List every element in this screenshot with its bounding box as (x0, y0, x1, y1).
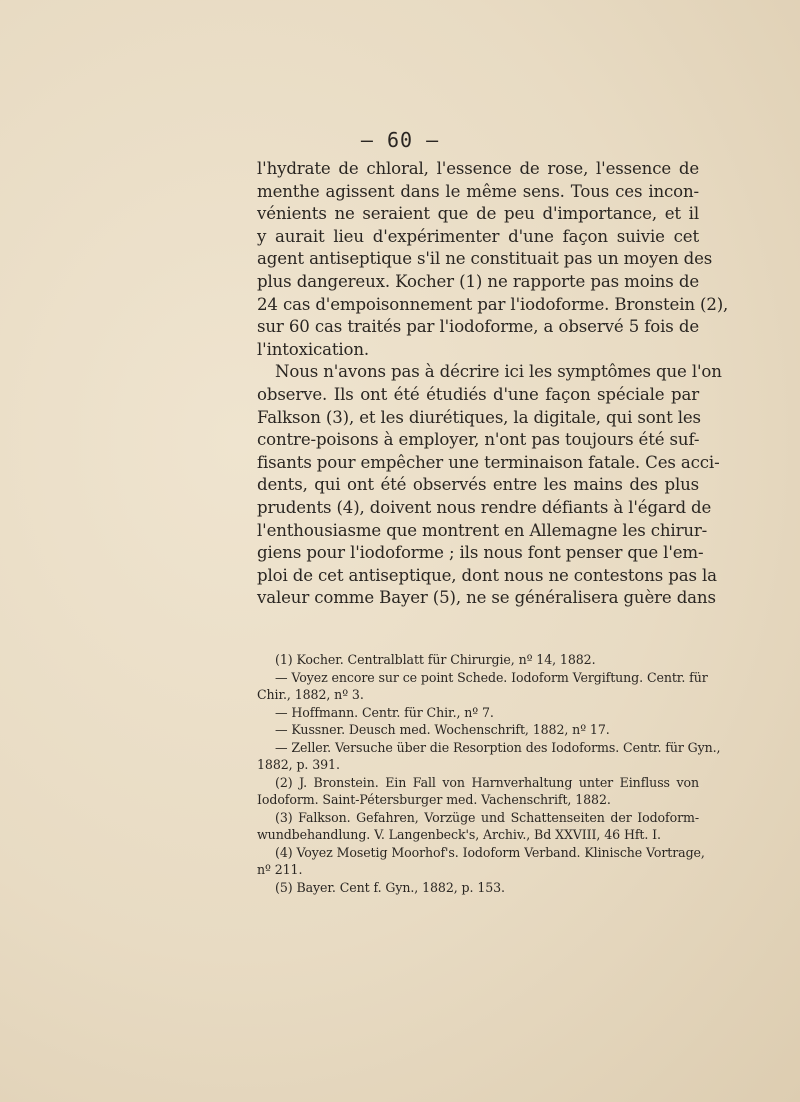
footnote-line: — Voyez encore sur ce point Schede. Iodoform Vergiftung. Centr. für (275, 669, 708, 685)
footnote-line: — Hoffmann. Centr. für Chir., nº 7. (275, 704, 494, 720)
footnote-line: — Kussner. Deusch med. Wochenschrift, 1882, nº 17. (275, 722, 610, 737)
text-line: 24 cas d'empoisonnement par l'iodoforme. Bronstein (2), (257, 294, 729, 314)
footnote-line: — Zeller. Versuche über die Resorption des Iodoforms. Centr. für Gyn., (275, 739, 721, 755)
footnote-line: nº 211. (257, 862, 303, 877)
page-number: — 60 — (360, 128, 440, 152)
body-text (257, 158, 729, 610)
text-line: Falkson (3), et les diurétiques, la digitale, qui sont les (257, 407, 701, 427)
footnote-line: 1882, p. 391. (257, 757, 340, 772)
text-line: agent antiseptique s'il ne constituait pas un moyen des (257, 249, 713, 269)
text-line: prudents (4), doivent nous rendre défiants à l'égard de (257, 497, 712, 517)
text-line: l'intoxication. (257, 339, 370, 359)
text-line: fisants pour empêcher une terminaison fatale. Ces acci- (257, 452, 720, 472)
text-line: sur 60 cas traités par l'iodoforme, a observé 5 fois de (257, 317, 699, 337)
text-line: l'hydrate de chloral, l'essence de rose, l'essence de (257, 159, 699, 178)
footnote-line: (5) Bayer. Cent f. Gyn., 1882, p. 153. (275, 879, 505, 895)
text-line: vénients ne seraient que de peu d'importance, et il (257, 204, 699, 224)
text-line: dents, qui ont été observés entre les mains des plus (257, 475, 699, 495)
footnotes (257, 651, 721, 896)
text-line: observe. Ils ont été étudiés d'une façon spéciale par (257, 384, 699, 404)
text-line: plus dangereux. Kocher (1) ne rapporte pas moins de (257, 271, 699, 291)
footnote-line: (1) Kocher. Centralblatt für Chirurgie, nº 14, 1882. (275, 652, 596, 667)
footnote-line: Chir., 1882, nº 3. (257, 687, 364, 702)
text-line: l'enthousiasme que montrent en Allemagne les chirur- (257, 520, 708, 540)
text-line: Nous n'avons pas à décrire ici les symptômes que l'on (275, 362, 722, 382)
footnote-line: wundbehandlung. V. Langenbeck's, Archiv., Bd XXVIII, 46 Hft. I. (257, 827, 661, 842)
text-line: ploi de cet antiseptique, dont nous ne contestons pas la (257, 565, 717, 585)
footnote-line: Iodoform. Saint-Pétersburger med. Vachenschrift, 1882. (257, 792, 611, 807)
footnote-line: (3) Falkson. Gefahren, Vorzüge und Schattenseiten der Iodoform- (275, 809, 699, 825)
text-line: giens pour l'iodoforme ; ils nous font penser que l'em- (257, 543, 704, 563)
text-line: y aurait lieu d'expérimenter d'une façon suivie cet (257, 226, 699, 246)
text-line: valeur comme Bayer (5), ne se généralisera guère dans (257, 588, 716, 608)
footnote-line: (4) Voyez Mosetig Moorhof's. Iodoform Verband. Klinische Vortrage, (275, 844, 705, 860)
footnote-line: (2) J. Bronstein. Ein Fall von Harnverhaltung unter Einfluss von (275, 774, 699, 790)
text-line: contre-poisons à employer, n'ont pas toujours été suf- (257, 430, 700, 450)
text-line: menthe agissent dans le même sens. Tous ces incon- (257, 181, 699, 201)
